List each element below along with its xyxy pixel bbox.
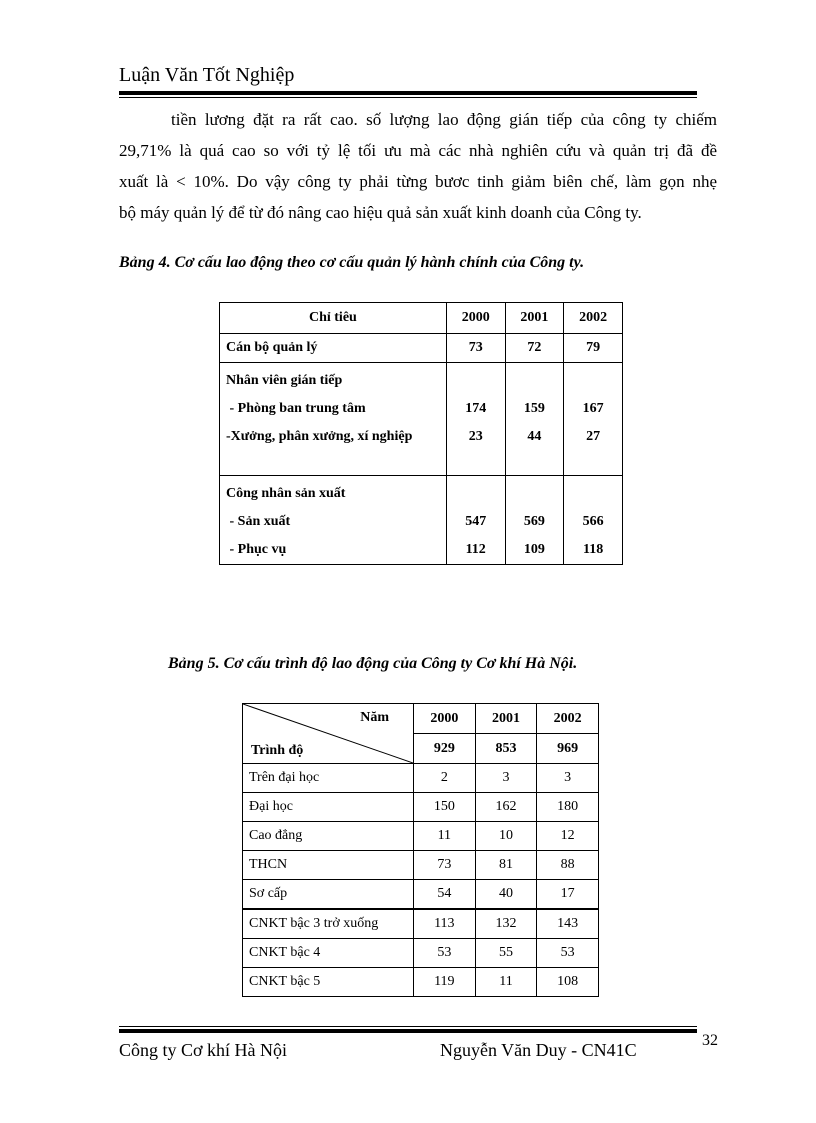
table4-cell: 27 — [586, 429, 601, 444]
table4-group-labels — [220, 476, 447, 565]
table5-header-row — [243, 704, 599, 764]
table5-cell: 10 — [475, 822, 537, 851]
table4-cell: 167 — [582, 401, 604, 416]
table5-row-label: THCN — [243, 851, 414, 880]
table5-caption: Bảng 5. Cơ cấu trình độ lao động của Công ty Cơ khí Hà Nội. — [168, 655, 578, 672]
table5-cell: 3 — [475, 764, 537, 793]
table4-group-values — [564, 363, 623, 476]
footer-author: Nguyễn Văn Duy - CN41C — [440, 1040, 637, 1060]
table4-cell: 44 — [527, 429, 542, 444]
table4-cell: 79 — [564, 334, 623, 363]
header-rule-thick — [119, 91, 697, 95]
footer-rule-thick — [119, 1029, 697, 1033]
table5-year-col — [414, 704, 476, 764]
table5-row — [243, 822, 599, 851]
table5-cell: 113 — [414, 909, 476, 939]
table5-row-label: Sơ cấp — [243, 880, 414, 910]
table4-group-values — [505, 476, 564, 565]
table5-year: 2000 — [414, 704, 475, 734]
table4-group-row — [220, 476, 623, 565]
table5-cell: 162 — [475, 793, 537, 822]
table4-cell: 159 — [523, 401, 545, 416]
table5-year: 2001 — [476, 704, 537, 734]
table5-cell: 150 — [414, 793, 476, 822]
table5-cell: 119 — [414, 968, 476, 997]
table5-row-label: Trên đại học — [243, 764, 414, 793]
table4-header-label: Chỉ tiêu — [220, 303, 447, 334]
footer-company: Công ty Cơ khí Hà Nội — [119, 1040, 288, 1060]
table4-cell: 23 — [468, 429, 483, 444]
table5-row-label: CNKT bậc 5 — [243, 968, 414, 997]
table5-cell: 53 — [414, 939, 476, 968]
table4-cell: 112 — [465, 542, 486, 557]
table4-row-label: Cán bộ quản lý — [220, 334, 447, 363]
table5-year: 2002 — [537, 704, 598, 734]
table5-cell: 53 — [537, 939, 599, 968]
table5-total: 969 — [557, 741, 579, 756]
table5-row — [243, 909, 599, 939]
table5-corner-bottom: Trình độ — [251, 743, 304, 758]
table4-group-title: Công nhân sản xuất — [226, 486, 346, 501]
table5-row — [243, 880, 599, 910]
table4-cell: 72 — [505, 334, 564, 363]
paragraph-line: xuất là < 10%. Do vậy công ty phải từng bươc tinh giảm biên chế, làm gọn nhẹ — [119, 172, 717, 191]
table5-cell: 2 — [414, 764, 476, 793]
table5-total: 929 — [433, 741, 455, 756]
table5-row-label: Cao đẳng — [243, 822, 414, 851]
table4-cell: 174 — [465, 401, 487, 416]
table5-cell: 180 — [537, 793, 599, 822]
table4-caption: Bảng 4. Cơ cấu lao động theo cơ cấu quản lý hành chính của Công ty. — [119, 254, 585, 271]
table5-cell: 73 — [414, 851, 476, 880]
table5-cell: 11 — [475, 968, 537, 997]
table4-item-label: - Sản xuất — [226, 514, 291, 529]
table5-cell: 11 — [414, 822, 476, 851]
footer-rule-thin — [119, 1026, 697, 1027]
table5-row — [243, 793, 599, 822]
table5-cell: 108 — [537, 968, 599, 997]
header-title: Luận Văn Tốt Nghiệp — [119, 64, 295, 86]
table4-cell: 566 — [582, 514, 604, 529]
table4-cell: 73 — [446, 334, 505, 363]
table4-item-label: - Phục vụ — [226, 542, 287, 557]
table5-corner-cell — [243, 704, 414, 764]
table4-group-values — [446, 476, 505, 565]
table5-cell: 132 — [475, 909, 537, 939]
table5-cell: 17 — [537, 880, 599, 910]
paragraph-line: bộ máy quản lý để từ đó nâng cao hiệu quả sản xuất kinh doanh của Công ty. — [119, 203, 642, 222]
table5-cell: 143 — [537, 909, 599, 939]
table4-group-row — [220, 363, 623, 476]
table5-row — [243, 939, 599, 968]
table5-row — [243, 764, 599, 793]
table4-header-year: 2001 — [505, 303, 564, 334]
table5-row-label: Đại học — [243, 793, 414, 822]
table5-row — [243, 851, 599, 880]
table5-cell: 40 — [475, 880, 537, 910]
body-paragraph — [119, 104, 717, 228]
table5 — [242, 703, 599, 997]
table5-year-col — [475, 704, 537, 764]
table4-group-labels — [220, 363, 447, 476]
table4-group-values — [446, 363, 505, 476]
table5-cell: 55 — [475, 939, 537, 968]
table4-header-row — [220, 303, 623, 334]
table4-group-title: Nhân viên gián tiếp — [226, 373, 343, 388]
table5-year-col — [537, 704, 599, 764]
table5-total: 853 — [495, 741, 517, 756]
table4-cell: 118 — [583, 542, 604, 557]
table4-item-label: - Phòng ban trung tâm — [226, 401, 366, 416]
page-number: 32 — [702, 1032, 718, 1049]
header-rule-thin — [119, 97, 697, 98]
table4-row — [220, 334, 623, 363]
table4-cell: 547 — [465, 514, 487, 529]
table5-row-label: CNKT bậc 3 trở xuống — [243, 909, 414, 939]
table4-cell: 569 — [523, 514, 545, 529]
table4-group-values — [505, 363, 564, 476]
table5-corner-top: Năm — [360, 710, 389, 725]
table5-cell: 54 — [414, 880, 476, 910]
table5-cell: 88 — [537, 851, 599, 880]
table4-cell: 109 — [523, 542, 545, 557]
table4-item-label: -Xưởng, phân xưởng, xí nghiệp — [226, 429, 413, 444]
table4-header-year: 2000 — [446, 303, 505, 334]
table4 — [219, 302, 623, 565]
paragraph-line: 29,71% là quá cao so với tỷ lệ tối ưu mà các nhà nghiên cứu và quản trị đã đề — [119, 141, 717, 160]
table5-cell: 3 — [537, 764, 599, 793]
paragraph-line: tiền lương đặt ra rất cao. số lượng lao động gián tiếp của công ty chiếm — [171, 110, 717, 129]
table5-cell: 12 — [537, 822, 599, 851]
table4-group-values — [564, 476, 623, 565]
table5-row — [243, 968, 599, 997]
table5-row-label: CNKT bậc 4 — [243, 939, 414, 968]
table4-header-year: 2002 — [564, 303, 623, 334]
table5-cell: 81 — [475, 851, 537, 880]
